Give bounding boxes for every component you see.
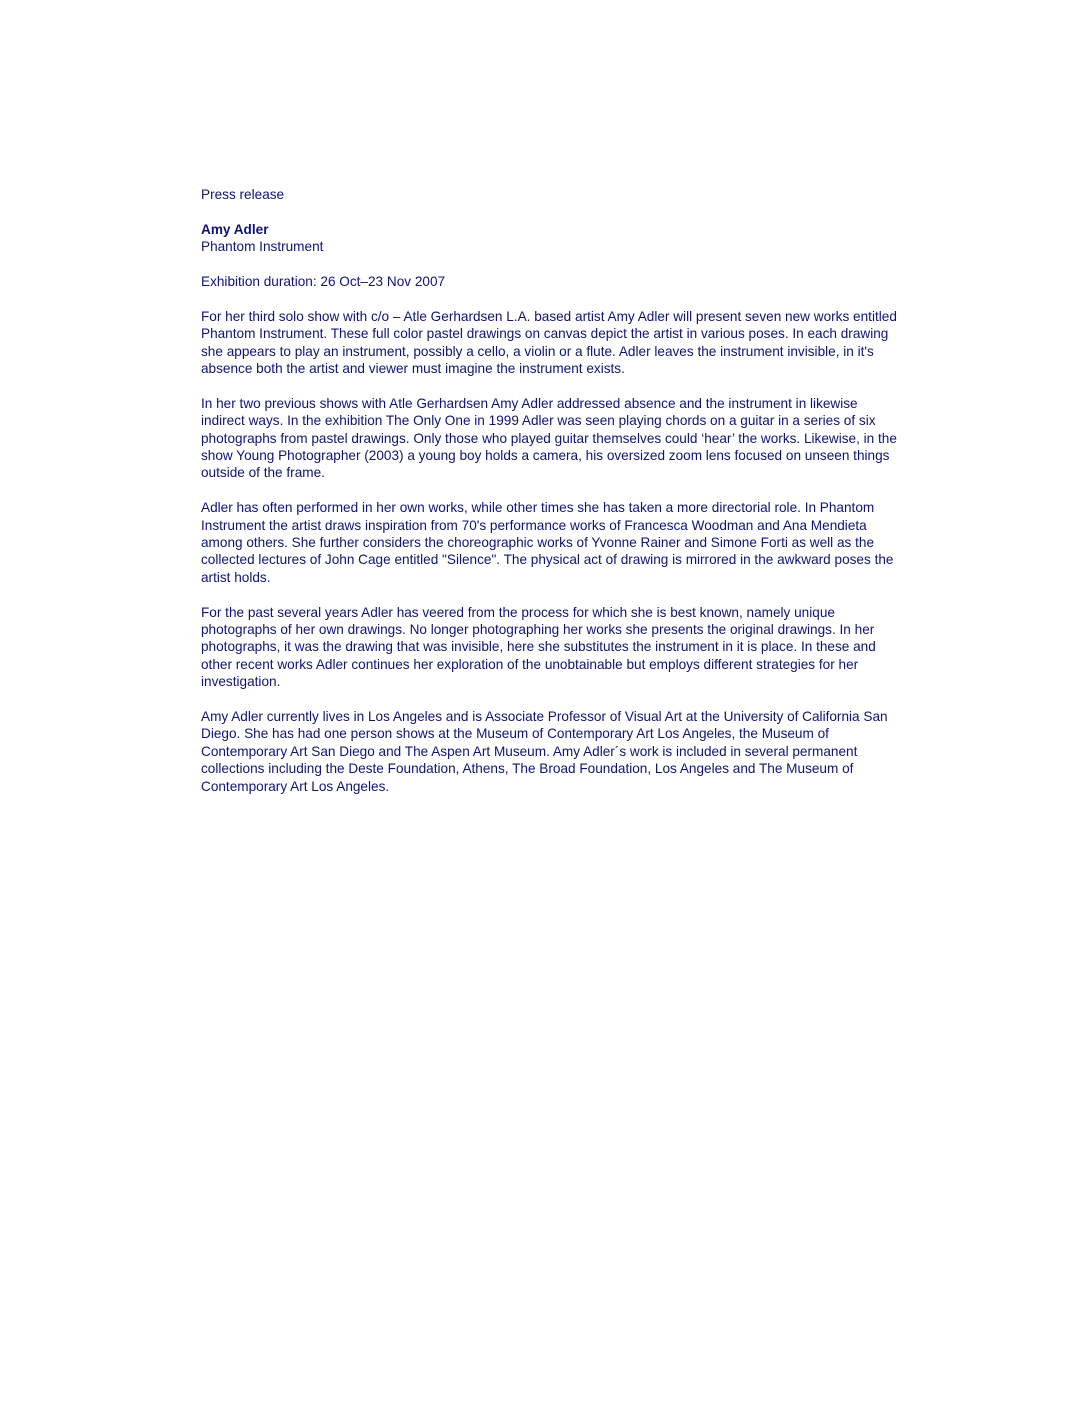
body-paragraph-2: In her two previous shows with Atle Gerhardsen Amy Adler addressed absence and the instrument in likewise indirect ways. In the exhibition The Only One in 1999 Adler was seen playing chords on a guitar in a series of six photographs from pastel drawings. Only those who played guitar themselves could ‘hear’ the works. Likewise, in the show Young Photographer (2003) a young boy holds a camera, his oversized zoom lens focused on unseen things outside of the frame. — [201, 395, 897, 481]
body-paragraph-3: Adler has often performed in her own works, while other times she has taken a more directorial role. In Phantom Instrument the artist draws inspiration from 70's performance works of Francesca Woodman and Ana Mendieta among others. She further considers the choreographic works of Yvonne Rainer and Simone Forti as well as the collected lectures of John Cage entitled "Silence". The physical act of drawing is mirrored in the awkward poses the artist holds. — [201, 500, 894, 585]
exhibition-title: Phantom Instrument — [201, 239, 324, 255]
body-paragraph-1: For her third solo show with c/o – Atle Gerhardsen L.A. based artist Amy Adler will present seven new works entitled Phantom Instrument. These full color pastel drawings on canvas depict the artist in various poses. In each drawing she appears to play an instrument, possibly a cello, a violin or a flute. Adler leaves the instrument invisible, in it's absence both the artist and viewer must imagine the instrument exists. — [201, 308, 897, 377]
exhibition-duration: Exhibition duration: 26 Oct–23 Nov 2007 — [201, 274, 446, 289]
press-release-document — [201, 186, 901, 813]
document-label: Press release — [201, 187, 285, 202]
artist-name: Amy Adler — [201, 221, 269, 237]
body-paragraph-5: Amy Adler currently lives in Los Angeles and is Associate Professor of Visual Art at the University of California San Diego. She has had one person shows at the Museum of Contemporary Art Los Angeles, the Museum of Contemporary Art San Diego and The Aspen Art Museum. Amy Adler´s work is included in several permanent collections including the Deste Foundation, Athens, The Broad Foundation, Los Angeles and The Museum of Contemporary Art Los Angeles. — [201, 709, 888, 794]
body-paragraph-4: For the past several years Adler has veered from the process for which she is best known, namely unique photographs of her own drawings. No longer photographing her works she presents the original drawings. In her photographs, it was the drawing that was invisible, here she substitutes the instrument in it is place. In these and other recent works Adler continues her exploration of the unobtainable but employs different strategies for her investigation. — [201, 604, 876, 690]
